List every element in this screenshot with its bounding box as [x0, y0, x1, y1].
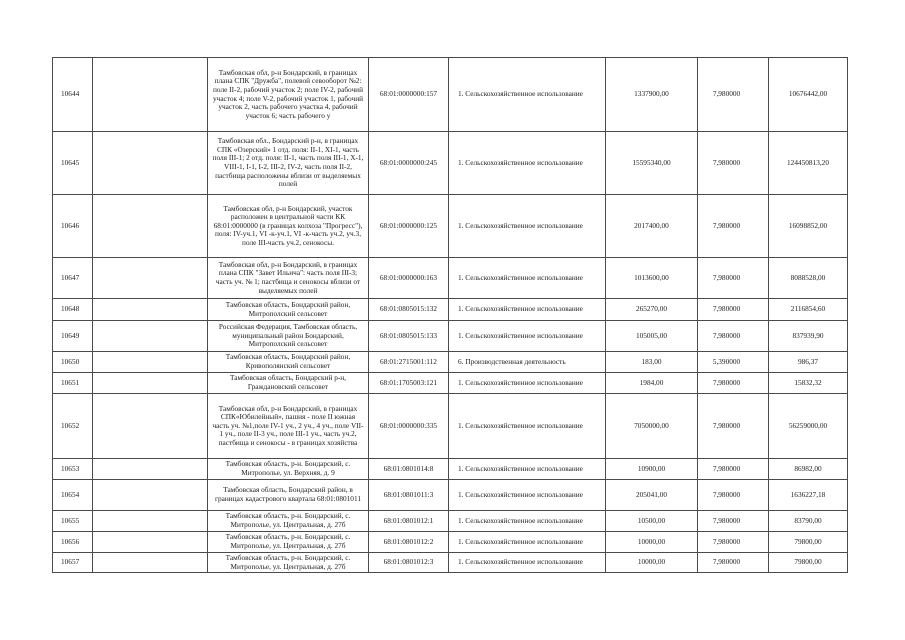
- total-cell: 86982,00: [769, 459, 848, 480]
- blank-cell: [93, 321, 208, 352]
- cadastral-number-cell: 68:01:0000000:125: [369, 195, 449, 258]
- land-use-cell: 1. Сельскохозяйственное использование: [449, 132, 606, 195]
- rate-cell: 7,980000: [698, 394, 769, 459]
- record-number: 10646: [53, 195, 93, 258]
- blank-cell: [93, 532, 208, 553]
- total-cell: 15832,32: [769, 373, 848, 394]
- total-cell: 2116854,60: [769, 299, 848, 321]
- cadastral-number-cell: 68:01:0000000:163: [369, 258, 449, 299]
- rate-cell: 7,980000: [698, 299, 769, 321]
- address-cell: Тамбовская область, Бондарский район, в границах кадастрового квартала 68:01:0801011: [208, 480, 369, 511]
- record-number: 10645: [53, 132, 93, 195]
- land-use-cell: 1. Сельскохозяйственное использование: [449, 532, 606, 553]
- address-cell: Тамбовская обл, р-н Бондарский, в границах плана СПК "Дружба", полевой севооборот №2: поле II-2, рабочий участок 2; поле IV-2, рабочий участок 4; поле V-2, рабочий участок 1, рабочий участок 2, часть рабочего участка 4, рабочий участок 6; часть рабочего у: [208, 58, 369, 132]
- cadastral-number-cell: 68:01:0000000:335: [369, 394, 449, 459]
- table-row: [53, 553, 848, 573]
- record-number: 10656: [53, 532, 93, 553]
- area-cell: 265270,00: [606, 299, 698, 321]
- cadastral-number-cell: 68:01:0805015:133: [369, 321, 449, 352]
- address-cell: Тамбовская обл, р-н Бондарский, участок расположен в центральной части КК 68:01:0000000 (в границах колхоза "Прогресс"), поля: IV-уч.1, VI -к-уч.1, VI -к-часть уч.2, уч.3, поле III-часть уч.2, сенокосы.: [208, 195, 369, 258]
- rate-cell: 7,980000: [698, 532, 769, 553]
- address-cell: Тамбовская обл., Бондарский р-н, в границах СПК «Озерский» 1 отд. поля: II-1, XI-1, часть поля III-1; 2 отд. поля: II-1, часть поля III-1, X-1, VIII-1, I-1, I-2, III-2, IV-2, часть поля II-2, пастбища расположены вблизи от выделяемых полей: [208, 132, 369, 195]
- address-cell: Тамбовская область, р-н. Бондарский, с. Митрополье, ул. Центральная, д. 27б: [208, 511, 369, 532]
- total-cell: 124450813,20: [769, 132, 848, 195]
- record-number: 10655: [53, 511, 93, 532]
- area-cell: 10000,00: [606, 532, 698, 553]
- address-cell: Тамбовская обл, р-н Бондарский, в границах СПК«Юбилейный», пашня - поле II южная часть уч. №1,поле IV-1 уч., 2 уч., 4 уч., поле VII-1 уч., поле II-3 уч., поле III-1 уч., часть уч.2, пастбища и сенокосы - в границах хозяйства: [208, 394, 369, 459]
- address-cell: Тамбовская область, Бондарский район, Кривополянский сельсовет: [208, 352, 369, 373]
- blank-cell: [93, 373, 208, 394]
- rate-cell: 7,980000: [698, 459, 769, 480]
- record-number: 10653: [53, 459, 93, 480]
- land-records-table: [52, 57, 848, 573]
- table-row: [53, 532, 848, 553]
- blank-cell: [93, 258, 208, 299]
- table-row: [53, 321, 848, 352]
- blank-cell: [93, 480, 208, 511]
- total-cell: 8088528,00: [769, 258, 848, 299]
- area-cell: 15595340,00: [606, 132, 698, 195]
- total-cell: 79800,00: [769, 532, 848, 553]
- total-cell: 1636227,18: [769, 480, 848, 511]
- area-cell: 183,00: [606, 352, 698, 373]
- cadastral-number-cell: 68:01:0801012:1: [369, 511, 449, 532]
- area-cell: 1013600,00: [606, 258, 698, 299]
- blank-cell: [93, 352, 208, 373]
- land-use-cell: 1. Сельскохозяйственное использование: [449, 553, 606, 573]
- table-row: [53, 258, 848, 299]
- area-cell: 10900,00: [606, 459, 698, 480]
- blank-cell: [93, 459, 208, 480]
- table-row: [53, 299, 848, 321]
- land-use-cell: 1. Сельскохозяйственное использование: [449, 480, 606, 511]
- table-row: [53, 480, 848, 511]
- table-row: [53, 511, 848, 532]
- rate-cell: 7,980000: [698, 321, 769, 352]
- land-use-cell: 1. Сельскохозяйственное использование: [449, 394, 606, 459]
- land-use-cell: 1. Сельскохозяйственное использование: [449, 299, 606, 321]
- rate-cell: 7,980000: [698, 373, 769, 394]
- area-cell: 205041,00: [606, 480, 698, 511]
- table-row: [53, 373, 848, 394]
- blank-cell: [93, 195, 208, 258]
- cadastral-number-cell: 68:01:0801012:3: [369, 553, 449, 573]
- rate-cell: 7,980000: [698, 511, 769, 532]
- record-number: 10654: [53, 480, 93, 511]
- table-row: [53, 352, 848, 373]
- address-cell: Тамбовская область, р-н. Бондарский, с. Митрополье, ул. Центральная, д. 27б: [208, 532, 369, 553]
- record-number: 10648: [53, 299, 93, 321]
- blank-cell: [93, 132, 208, 195]
- table-row: [53, 132, 848, 195]
- total-cell: 83790,00: [769, 511, 848, 532]
- record-number: 10644: [53, 58, 93, 132]
- total-cell: 837939,90: [769, 321, 848, 352]
- table-row: [53, 58, 848, 132]
- cadastral-number-cell: 68:01:0000000:157: [369, 58, 449, 132]
- total-cell: 10676442,00: [769, 58, 848, 132]
- cadastral-number-cell: 68:01:0801014:8: [369, 459, 449, 480]
- cadastral-number-cell: 68:01:1705003:121: [369, 373, 449, 394]
- blank-cell: [93, 58, 208, 132]
- address-cell: Тамбовская обл, р-н Бондарский, в границах плана СПК "Завет Ильича": часть поля III-3; часть уч. № 1; пастбища и сенокосы вблизи от выделяемых полей: [208, 258, 369, 299]
- rate-cell: 7,980000: [698, 480, 769, 511]
- area-cell: 105005,00: [606, 321, 698, 352]
- land-use-cell: 1. Сельскохозяйственное использование: [449, 373, 606, 394]
- cadastral-number-cell: 68:01:0805015:132: [369, 299, 449, 321]
- total-cell: 16098852,00: [769, 195, 848, 258]
- land-use-cell: 1. Сельскохозяйственное использование: [449, 321, 606, 352]
- rate-cell: 7,980000: [698, 195, 769, 258]
- land-use-cell: 1. Сельскохозяйственное использование: [449, 58, 606, 132]
- rate-cell: 7,980000: [698, 258, 769, 299]
- blank-cell: [93, 394, 208, 459]
- cadastral-number-cell: 68:01:0801012:2: [369, 532, 449, 553]
- total-cell: 986,37: [769, 352, 848, 373]
- record-number: 10647: [53, 258, 93, 299]
- record-number: 10651: [53, 373, 93, 394]
- land-use-cell: 6. Производственная деятельность: [449, 352, 606, 373]
- address-cell: Российская Федерация, Тамбовская область, муниципальный район Бондарский, Митрополский сельсовет: [208, 321, 369, 352]
- cadastral-number-cell: 68:01:0000000:245: [369, 132, 449, 195]
- blank-cell: [93, 553, 208, 573]
- address-cell: Тамбовская область, Бондарский р-н, Граждановский сельсовет: [208, 373, 369, 394]
- rate-cell: 7,980000: [698, 132, 769, 195]
- total-cell: 56259000,00: [769, 394, 848, 459]
- rate-cell: 7,980000: [698, 553, 769, 573]
- record-number: 10649: [53, 321, 93, 352]
- area-cell: 1337900,00: [606, 58, 698, 132]
- land-use-cell: 1. Сельскохозяйственное использование: [449, 459, 606, 480]
- record-number: 10650: [53, 352, 93, 373]
- address-cell: Тамбовская область, Бондарский район, Митрополский сельсовет: [208, 299, 369, 321]
- table-row: [53, 195, 848, 258]
- cadastral-number-cell: 68:01:0801011:3: [369, 480, 449, 511]
- record-number: 10657: [53, 553, 93, 573]
- table-row: [53, 459, 848, 480]
- table-row: [53, 394, 848, 459]
- area-cell: 1984,00: [606, 373, 698, 394]
- area-cell: 10500,00: [606, 511, 698, 532]
- cadastral-number-cell: 68:01:2715001:112: [369, 352, 449, 373]
- address-cell: Тамбовская область, р-н. Бондарский, с. Митрополье, ул. Верхняя, д. 9: [208, 459, 369, 480]
- land-use-cell: 1. Сельскохозяйственное использование: [449, 195, 606, 258]
- rate-cell: 5,390000: [698, 352, 769, 373]
- area-cell: 10000,00: [606, 553, 698, 573]
- rate-cell: 7,980000: [698, 58, 769, 132]
- land-use-cell: 1. Сельскохозяйственное использование: [449, 258, 606, 299]
- total-cell: 79800,00: [769, 553, 848, 573]
- area-cell: 7050000,00: [606, 394, 698, 459]
- area-cell: 2017400,00: [606, 195, 698, 258]
- record-number: 10652: [53, 394, 93, 459]
- address-cell: Тамбовская область, р-н. Бондарский, с. Митрополье, ул. Центральная, д. 27б: [208, 553, 369, 573]
- land-use-cell: 1. Сельскохозяйственное использование: [449, 511, 606, 532]
- blank-cell: [93, 299, 208, 321]
- blank-cell: [93, 511, 208, 532]
